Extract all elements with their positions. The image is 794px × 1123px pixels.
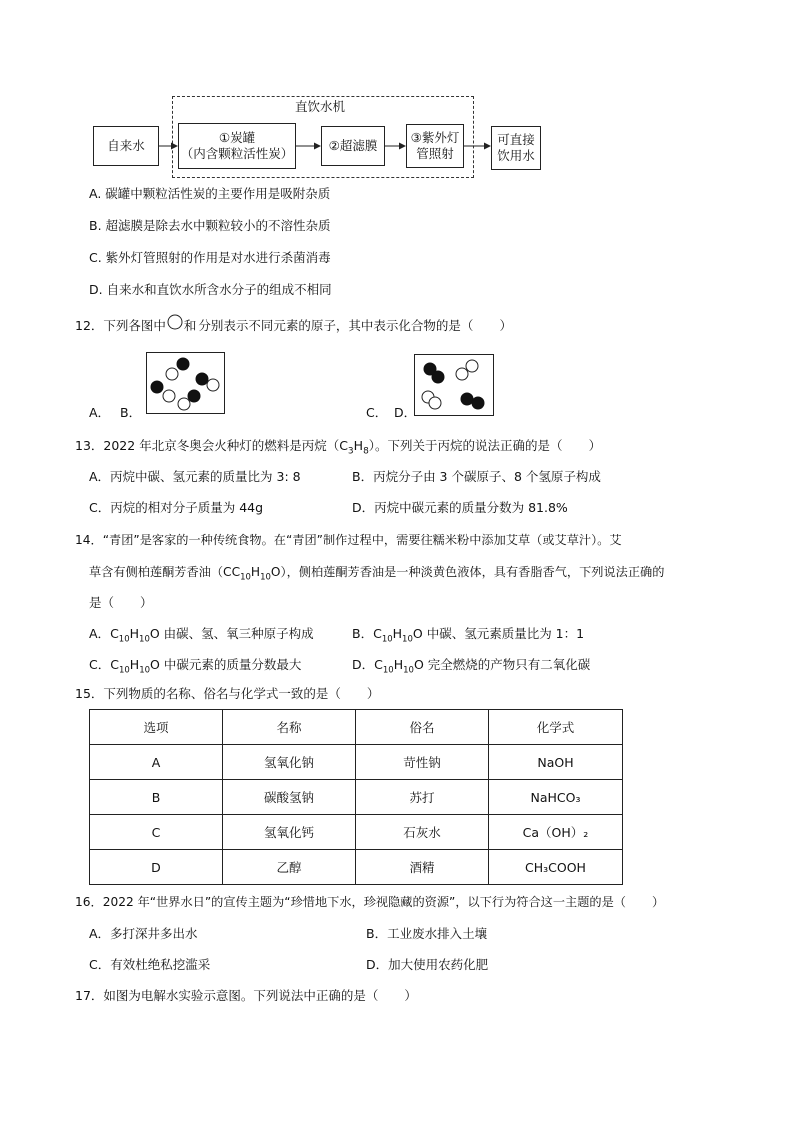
table-header-cell: 名称 <box>223 710 356 745</box>
q14-option-c: C．$C_{10}H_{10}O$ 中碳元素的质量分数最大 <box>89 657 302 676</box>
table-cell: B <box>90 780 223 815</box>
table-cell: Ca（OH）₂ <box>489 815 623 850</box>
q14-option-d: D．$C_{10}H_{10}O$ 完全燃烧的产物只有二氧化碳 <box>352 657 591 676</box>
q16-option-a: A．多打深井多出水 <box>89 926 198 941</box>
q11-option-b: B. 超滤膜是除去水中颗粒较小的不溶性杂质 <box>89 218 331 233</box>
table-cell: 石灰水 <box>356 815 489 850</box>
q13-stem: 13．2022 年北京冬奥会火种灯的燃料是丙烷$(C_3H_8)$。下列关于丙烷的说法正确的是（ ） <box>75 438 602 457</box>
table-header-row <box>90 710 623 745</box>
q14-line-2: 草含有侧柏莲酮芳香油$(CC_{10}H_{10}O)$，侧柏莲酮芳香油是一种淡黄色液体，具有香脂香气，下列说法正确的 <box>89 565 665 583</box>
table-cell: A <box>90 745 223 780</box>
table-header-cell: 俗名 <box>356 710 489 745</box>
table-row <box>90 815 623 850</box>
table-cell: D <box>90 850 223 885</box>
q16-option-b: B．工业废水排入土壤 <box>366 926 488 941</box>
uv-lamp-label-1: ③紫外灯 <box>410 130 460 145</box>
table-cell: 碳酸氢钠 <box>223 780 356 815</box>
table-cell: 乙醇 <box>223 850 356 885</box>
table-cell: 氢氧化钠 <box>223 745 356 780</box>
q12-b-molecules <box>147 353 224 413</box>
q12-option-b-label: B． <box>120 405 142 420</box>
table-cell: 苛性钠 <box>356 745 489 780</box>
q16-option-d: D．加大使用农药化肥 <box>366 957 489 972</box>
q12-option-c-label: C． <box>366 405 388 420</box>
q16-option-c: C．有效杜绝私挖滥采 <box>89 957 211 972</box>
table-row <box>90 850 623 885</box>
table-row <box>90 780 623 815</box>
table-cell: 苏打 <box>356 780 489 815</box>
q12-option-b-molecule-box <box>146 352 225 414</box>
tap-water-label: 自来水 <box>107 138 145 153</box>
q15-table <box>89 709 623 885</box>
table-cell: 酒精 <box>356 850 489 885</box>
q13-option-a: A．丙烷中碳、氢元素的质量比为 3: 8 <box>89 469 301 484</box>
q13-option-d: D．丙烷中碳元素的质量分数为 81.8% <box>352 500 568 515</box>
drinking-water-label-2: 饮用水 <box>497 148 535 163</box>
q11-option-c: C. 紫外灯管照射的作用是对水进行杀菌消毒 <box>89 250 331 265</box>
table-cell: NaOH <box>489 745 623 780</box>
white-atom-icon <box>166 314 184 332</box>
q15-stem: 15．下列物质的名称、俗名与化学式一致的是（ ） <box>75 686 380 701</box>
q12-d-molecules <box>415 355 493 415</box>
flow-arrows <box>0 0 794 200</box>
q14-option-b: B．$C_{10}H_{10}O$ 中碳、氢元素质量比为 1：1 <box>352 626 585 645</box>
q11-option-d: D. 自来水和直饮水所含水分子的组成不相同 <box>89 282 332 297</box>
ultrafiltration-label: ②超滤膜 <box>328 138 378 153</box>
carbon-tank-note: （内含颗粒活性炭） <box>180 146 294 161</box>
water-machine-label: 直饮水机 <box>295 99 346 114</box>
q13-option-c: C．丙烷的相对分子质量为 44g <box>89 500 264 515</box>
q16-stem: 16．2022 年“世界水日”的宣传主题为“珍惜地下水，珍视隐藏的资源”，以下行为符合这一主题的是（ ） <box>75 895 665 909</box>
q14-line-1: 14．“青团”是客家的一种传统食物。在“青团”制作过程中，需要往糯米粉中添加艾草（或艾草汁）。艾 <box>75 533 622 547</box>
table-header-cell: 选项 <box>90 710 223 745</box>
q13-option-b: B．丙烷分子由 3 个碳原子、8 个氢原子构成 <box>352 469 601 484</box>
q12-option-d-molecule-box <box>414 354 494 416</box>
q17-stem: 17．如图为电解水实验示意图。下列说法中正确的是（ ） <box>75 988 417 1003</box>
table-header-cell: 化学式 <box>489 710 623 745</box>
carbon-tank-label: ①炭罐 <box>218 130 256 145</box>
q12-option-a-label: A． <box>89 405 111 420</box>
table-cell: NaHCO₃ <box>489 780 623 815</box>
q14-option-a: A．$C_{10}H_{10}O$ 由碳、氢、氧三种原子构成 <box>89 626 314 645</box>
q12-option-d-label: D． <box>394 405 417 420</box>
uv-lamp-label-2: 管照射 <box>416 146 454 161</box>
q12-stem: 12．下列各图中 和 分别表示不同元素的原子，其中表示化合物的是（ ） <box>75 318 512 334</box>
table-cell: CH₃COOH <box>489 850 623 885</box>
q11-option-a: A. 碳罐中颗粒活性炭的主要作用是吸附杂质 <box>89 186 331 201</box>
drinking-water-label-1: 可直接 <box>497 132 535 147</box>
table-row <box>90 745 623 780</box>
table-cell: 氢氧化钙 <box>223 815 356 850</box>
q14-line-3: 是（ ） <box>89 595 153 610</box>
table-cell: C <box>90 815 223 850</box>
